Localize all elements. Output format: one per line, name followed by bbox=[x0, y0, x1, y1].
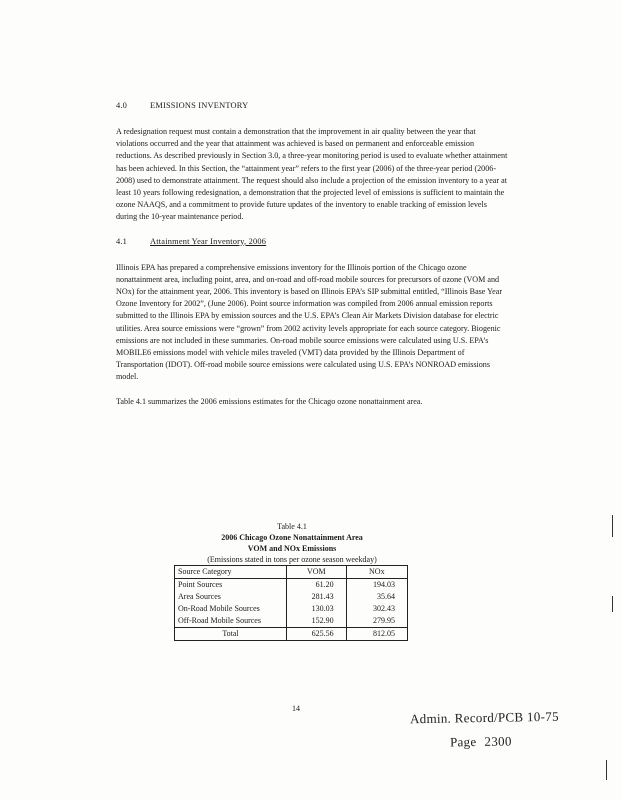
page-stamp-label: Page bbox=[449, 734, 477, 750]
table-cell: Area Sources bbox=[178, 592, 221, 601]
admin-record-stamp: Admin. Record/PCB 10-75 bbox=[409, 708, 559, 727]
document-body bbox=[116, 100, 508, 420]
table-cell: 152.90 bbox=[286, 615, 346, 628]
table-cell: Point Sources bbox=[178, 580, 223, 589]
emissions-table bbox=[174, 565, 408, 641]
table-cell: 194.03 bbox=[373, 580, 395, 589]
table-cell: 130.03 bbox=[286, 603, 346, 615]
header-source-category: Source Category bbox=[175, 566, 287, 579]
subsection-paragraph-1: Illinois EPA has prepared a comprehensive emissions inventory for the Illinois portion of the Chicago ozone nonattainment area, including point, area, and on-road and off-road mobile sources for precursors of ozone (VOM and NOx) for the attainment year, 2006. This inventory is based on Illinois EPA’s SIP submittal entitled, “Illinois Base Year Ozone Inventory for 2002”, (June 2006). Point source information was compiled from 2006 annual emission reports submitted to the Illinois EPA by emission sources and the U.S. EPA’s Clean Air Markets Division database for electric utilities. Area source emissions were “grown” from 2002 activity levels appropriate for each source category. Biogenic emissions are not included in these summaries. On-road mobile source emissions were calculated using U.S. EPA’s MOBILE6 emissions model with vehicle miles traveled (VMT) data provided by the Illinois Department of Transportation (IDOT). Off-road mobile source emissions were calculated using U.S. EPA’s NONROAD emissions model. bbox=[116, 262, 503, 382]
table-cell: 35.64 bbox=[377, 592, 395, 601]
table-label: Table 4.1 bbox=[277, 522, 307, 531]
table-cell: 61.20 bbox=[286, 579, 346, 592]
table-cell: 279.95 bbox=[373, 616, 395, 625]
scan-edge-mark bbox=[606, 760, 607, 780]
page-stamp bbox=[450, 733, 512, 750]
total-nox: 812.05 bbox=[346, 628, 407, 641]
table-total-row bbox=[175, 628, 408, 641]
section-heading bbox=[116, 100, 508, 112]
scan-edge-mark bbox=[612, 515, 613, 537]
subsection-number: 4.1 bbox=[116, 236, 128, 246]
subsection-heading bbox=[116, 236, 508, 248]
total-vom: 625.56 bbox=[286, 628, 346, 641]
subsection-paragraph-2: Table 4.1 summarizes the 2006 emissions estimates for the Chicago ozone nonattainment area. bbox=[116, 396, 423, 406]
page-number: 14 bbox=[292, 704, 300, 713]
scan-edge-mark bbox=[612, 596, 613, 612]
table-cell: 302.43 bbox=[373, 604, 395, 613]
emissions-table-block bbox=[174, 521, 410, 641]
table-row bbox=[175, 579, 408, 592]
table-cell: 281.43 bbox=[286, 591, 346, 603]
page-stamp-value: 2300 bbox=[484, 733, 512, 749]
table-row bbox=[175, 603, 408, 615]
subsection-title: Attainment Year Inventory, 2006 bbox=[150, 236, 267, 246]
header-nox: NOx bbox=[346, 566, 407, 579]
table-title-line2: VOM and NOx Emissions bbox=[247, 544, 337, 553]
table-header-row bbox=[175, 566, 408, 579]
table-cell: On-Road Mobile Sources bbox=[178, 604, 260, 613]
total-label: Total bbox=[175, 628, 287, 641]
table-cell: Off-Road Mobile Sources bbox=[178, 616, 261, 625]
table-row bbox=[175, 591, 408, 603]
table-row bbox=[175, 615, 408, 628]
header-vom: VOM bbox=[286, 566, 346, 579]
section-paragraph: A redesignation request must contain a demonstration that the improvement in air quality between the year that violations occurred and the year that attainment was achieved is based on permanent and enforceable emission reductions. As described previously in Section 3.0, a three-year monitoring period is used to evaluate whether attainment has been achieved. In this Section, the “attainment year” refers to the first year (2006) of the three-year period (2006-2008) used to demonstrate attainment. The request should also include a projection of the emission inventory to a year at least 10 years following redesignation, a demonstration that the projected level of emissions is sufficient to maintain the ozone NAAQS, and a commitment to provide future updates of the inventory to enable tracking of emission levels during the 10-year maintenance period. bbox=[116, 127, 508, 222]
section-number: 4.0 bbox=[116, 101, 128, 110]
section-title: EMISSIONS INVENTORY bbox=[150, 101, 249, 110]
table-title-line1: 2006 Chicago Ozone Nonattainment Area bbox=[221, 533, 363, 542]
table-note: (Emissions stated in tons per ozone season weekday) bbox=[207, 555, 377, 564]
